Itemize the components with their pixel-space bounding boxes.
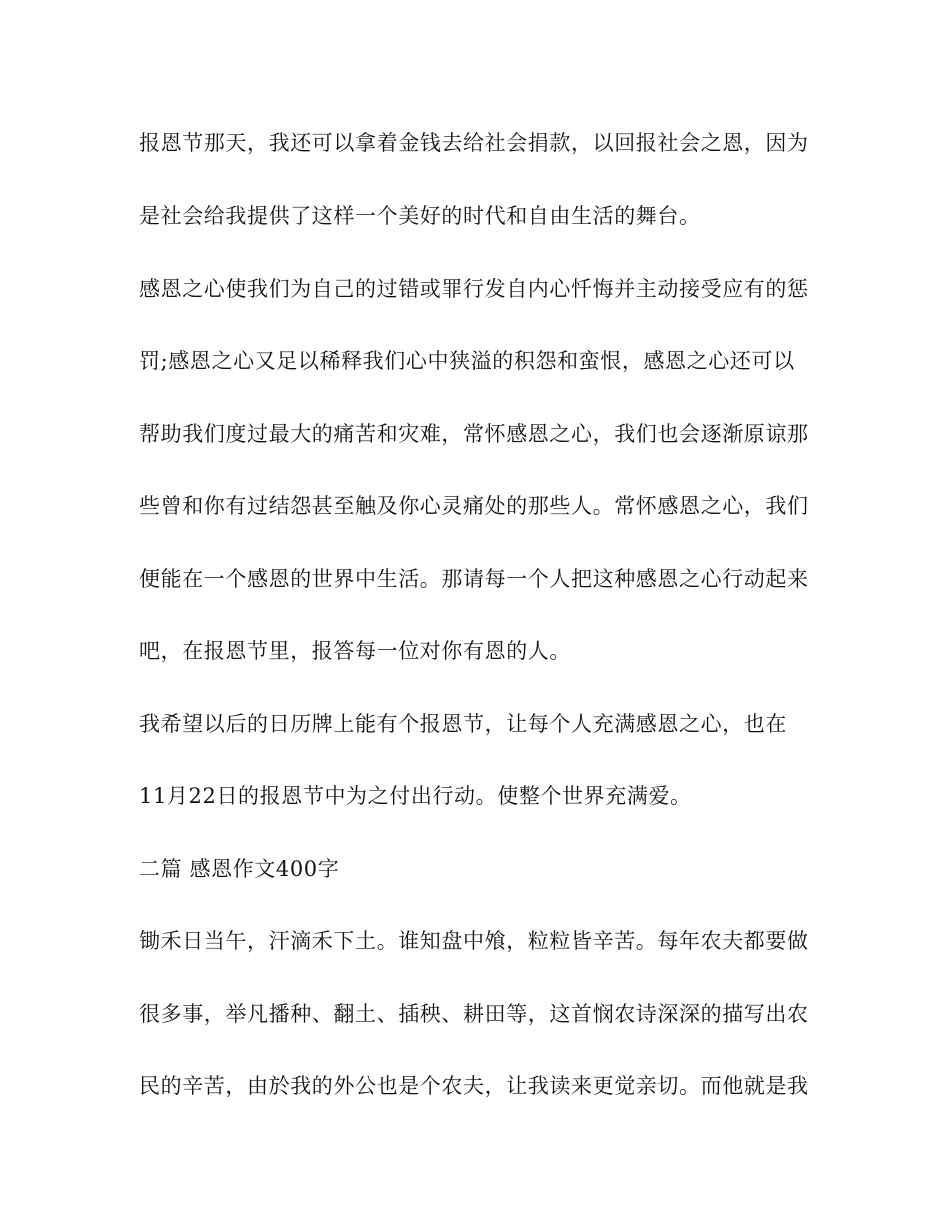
text-line-8: 吧，在报恩节里，报答每一位对你有恩的人。: [139, 639, 571, 663]
text-line-7: 便能在一个感恩的世界中生活。那请每一个人把这种感恩之心行动起来: [139, 567, 809, 591]
text-line-3: 感恩之心使我们为自己的过错或罪行发自内心忏悔并主动接受应有的惩: [139, 277, 809, 301]
text-line-4: 罚;感恩之心又足以稀释我们心中狭溢的积怨和蛮恨，感恩之心还可以: [139, 349, 795, 373]
text-line-6: 些曾和你有过结怨甚至触及你心灵痛处的那些人。常怀感恩之心，我们: [139, 494, 809, 518]
text-line-1: 报恩节那天，我还可以拿着金钱去给社会捐款，以回报社会之恩，因为: [139, 131, 809, 155]
text-line-9: 我希望以后的日历牌上能有个报恩节，让每个人充满感恩之心，也在: [139, 712, 787, 736]
text-line-14: 民的辛苦，由於我的外公也是个农夫，让我读来更觉亲切。而他就是我: [139, 1074, 809, 1098]
text-line-13: 很多事，举凡播种、翻土、插秧、耕田等，这首悯农诗深深的描写出农: [139, 1002, 809, 1026]
text-line-12: 锄禾日当午，汗滴禾下土。谁知盘中飧，粒粒皆辛苦。每年农夫都要做: [139, 929, 809, 953]
text-line-2: 是社会给我提供了这样一个美好的时代和自由生活的舞台。: [139, 204, 701, 228]
section-heading: 二篇 感恩作文400字: [139, 857, 340, 881]
text-line-5: 帮助我们度过最大的痛苦和灾难，常怀感恩之心，我们也会逐渐原谅那: [139, 422, 809, 446]
text-line-10: 11月22日的报恩节中为之付出行动。使整个世界充满爱。: [139, 784, 692, 808]
